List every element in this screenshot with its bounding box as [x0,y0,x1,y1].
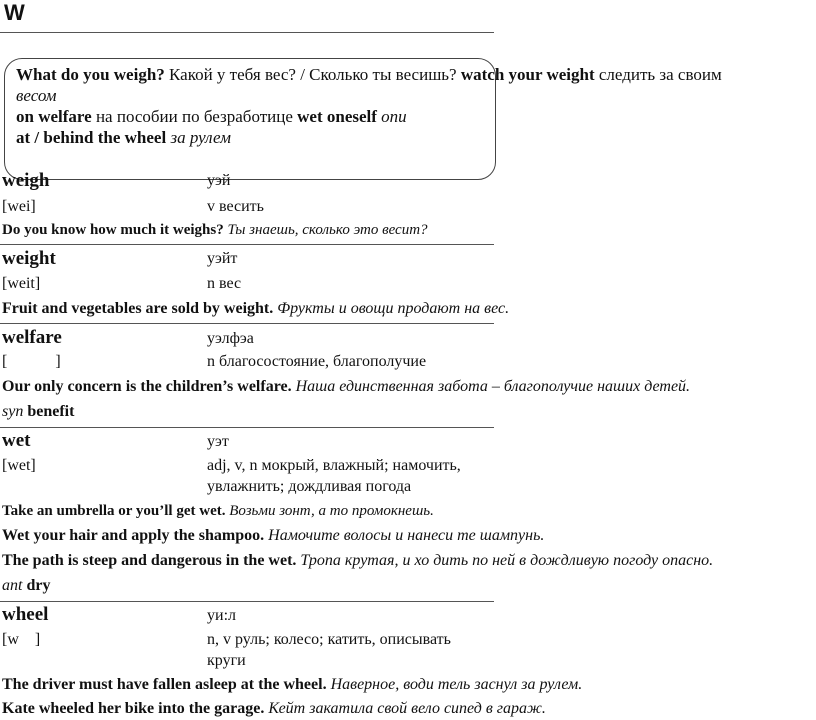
definition-welfare: n благосостояние, благополучие [207,353,427,370]
antonym-wet: ant dry [2,577,51,594]
section-letter: W [4,0,25,25]
divider [0,244,494,245]
phrase-line-1: What do you weigh? Какой у тебя вес? / Сколько ты весишь? watch your weight следить за своим [16,65,722,84]
definition-wet-1: adj, v, n мокрый, влажный; намочить, [207,457,461,474]
definition-weight: n вес [207,275,242,292]
divider [0,32,494,33]
example-wet-3: The path is steep and dangerous in the wet. Тропа крутая, и хо дить по ней в дождливую погоду опасно. [2,552,714,569]
phrase-line-3: on welfare на пособии по безработице wet oneself опи [16,107,407,126]
transcription-wheel: [w ] [2,631,41,648]
transcription-weigh: [wei] [2,198,36,215]
synonym-welfare: syn benefit [2,403,75,420]
headword-weight: weight [2,248,56,269]
divider [0,601,494,602]
example-weigh: Do you know how much it weighs? Ты знаешь, сколько это весит? [2,222,428,238]
definition-weigh: v весить [207,198,264,215]
headword-wheel: wheel [2,604,49,625]
definition-wet-2: увлажнить; дождливая погода [207,478,412,495]
example-weight: Fruit and vegetables are sold by weight. Фрукты и овощи продают на вес. [2,300,510,317]
definition-wheel-2: круги [207,652,246,669]
phrase-line-2: весом [16,86,57,105]
definition-wheel-1: n, v руль; колесо; катить, описывать [207,631,451,648]
pronunciation-weight: уэйт [207,250,238,267]
example-welfare: Our only concern is the children’s welfare. Наша единственная забота – благополучие наших детей. [2,378,691,395]
headword-welfare: welfare [2,327,62,348]
pronunciation-welfare: уэлфэа [207,330,254,347]
example-wheel-1: The driver must have fallen asleep at the wheel. Наверное, води тель заснул за рулем. [2,676,583,693]
pronunciation-weigh: уэй [207,172,231,189]
phrase-line-4: at / behind the wheel за рулем [16,128,231,147]
transcription-welfare: [ ] [2,353,61,370]
pronunciation-wet: уэт [207,433,229,450]
headword-weigh: weigh [2,170,50,191]
divider [0,427,494,428]
example-wheel-2: Kate wheeled her bike into the garage. Кейт закатила свой вело сипед в гараж. [2,700,546,717]
pronunciation-wheel: уи:л [207,607,236,624]
example-wet-1: Take an umbrella or you’ll get wet. Возьми зонт, а то промокнешь. [2,503,434,519]
headword-wet: wet [2,430,31,451]
divider [0,323,494,324]
example-wet-2: Wet your hair and apply the shampoo. Намочите волосы и нанеси те шампунь. [2,527,545,544]
transcription-weight: [weit] [2,275,41,292]
transcription-wet: [wet] [2,457,36,474]
